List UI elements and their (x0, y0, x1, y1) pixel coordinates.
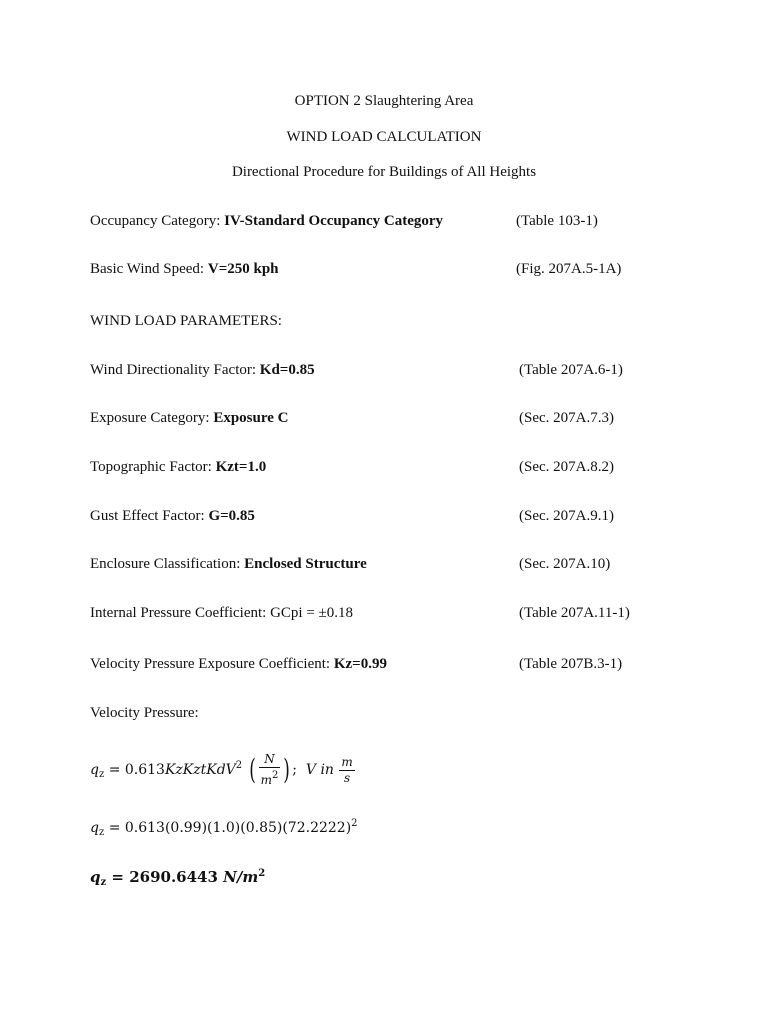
calculation-title: WIND LOAD CALCULATION (286, 129, 482, 145)
basic-wind-speed-row (90, 261, 730, 281)
parameter-reference: (Sec. 207A.9.1) (519, 508, 614, 524)
parameter-row (90, 556, 730, 576)
parameter-value: Kz=0.99 (333, 656, 387, 672)
parameter-row (90, 656, 730, 676)
parameter-row (90, 508, 730, 528)
occupancy-value: IV-Standard Occupancy Category (224, 213, 444, 229)
parameter-label: Topographic Factor: Kzt=1.0 (90, 459, 267, 475)
parameter-reference: (Table 207B.3-1) (519, 656, 623, 672)
parameter-reference: (Sec. 207A.8.2) (519, 459, 614, 475)
pressure-unit-fraction: $\frac{N}{m^2}$ (260, 752, 279, 787)
parameter-label: Gust Effect Factor: G=0.85 (90, 508, 255, 524)
parameter-reference: (Table 207A.11-1) (519, 605, 630, 621)
parameter-reference: (Sec. 207A.10) (519, 556, 611, 572)
document-title: OPTION 2 Slaughtering Area (294, 93, 474, 109)
parameter-label: Internal Pressure Coefficient: GCpi = ±0.18 (90, 605, 354, 621)
parameter-row (90, 410, 730, 430)
parameter-value: Kd=0.85 (259, 362, 315, 378)
parameter-value: Enclosed Structure (244, 556, 367, 572)
wind-speed-label: Basic Wind Speed: V=250 kph (90, 261, 279, 277)
parameter-value: Kzt=1.0 (215, 459, 267, 475)
velocity-pressure-heading: Velocity Pressure: (90, 705, 199, 721)
parameter-reference: (Table 207A.6-1) (519, 362, 623, 378)
parameter-row (90, 459, 730, 479)
parameter-label: Enclosure Classification: Enclosed Structure (90, 556, 367, 572)
velocity-pressure-substitution: $q_z = 0.613(0.99)(1.0)(0.85)(72.2222)^2$ (90, 818, 358, 838)
wind-speed-reference: (Fig. 207A.5-1A) (516, 261, 622, 277)
procedure-subtitle: Directional Procedure for Buildings of All Heights (231, 164, 537, 180)
velocity-unit-fraction: $\frac{m}{s}$ (341, 754, 353, 785)
parameter-reference: (Sec. 207A.7.3) (519, 410, 614, 426)
parameter-value: Exposure C (213, 410, 289, 426)
parameter-value: G=0.85 (208, 508, 255, 524)
wind-speed-value: V=250 kph (207, 261, 279, 277)
occupancy-label: Occupancy Category: IV-Standard Occupancy Category (90, 213, 444, 229)
parameter-row (90, 362, 730, 382)
velocity-pressure-result: $q_z = 2690.6443$ $N/m^2$ (90, 868, 266, 888)
parameters-heading: WIND LOAD PARAMETERS: (90, 313, 282, 329)
parameter-label: Wind Directionality Factor: Kd=0.85 (90, 362, 315, 378)
occupancy-category-row (90, 213, 730, 233)
parameter-label: Velocity Pressure Exposure Coefficient: Kz=0.99 (90, 656, 387, 672)
parameter-row (90, 605, 730, 625)
occupancy-reference: (Table 103-1) (516, 213, 598, 229)
parameter-label: Exposure Category: Exposure C (90, 410, 289, 426)
velocity-pressure-formula: $q_z$ = 0.613KzKztKdV$^2$ ( $\frac{N}{m^2}$ ) ; V in $\frac{m}{s}$ (90, 752, 353, 787)
